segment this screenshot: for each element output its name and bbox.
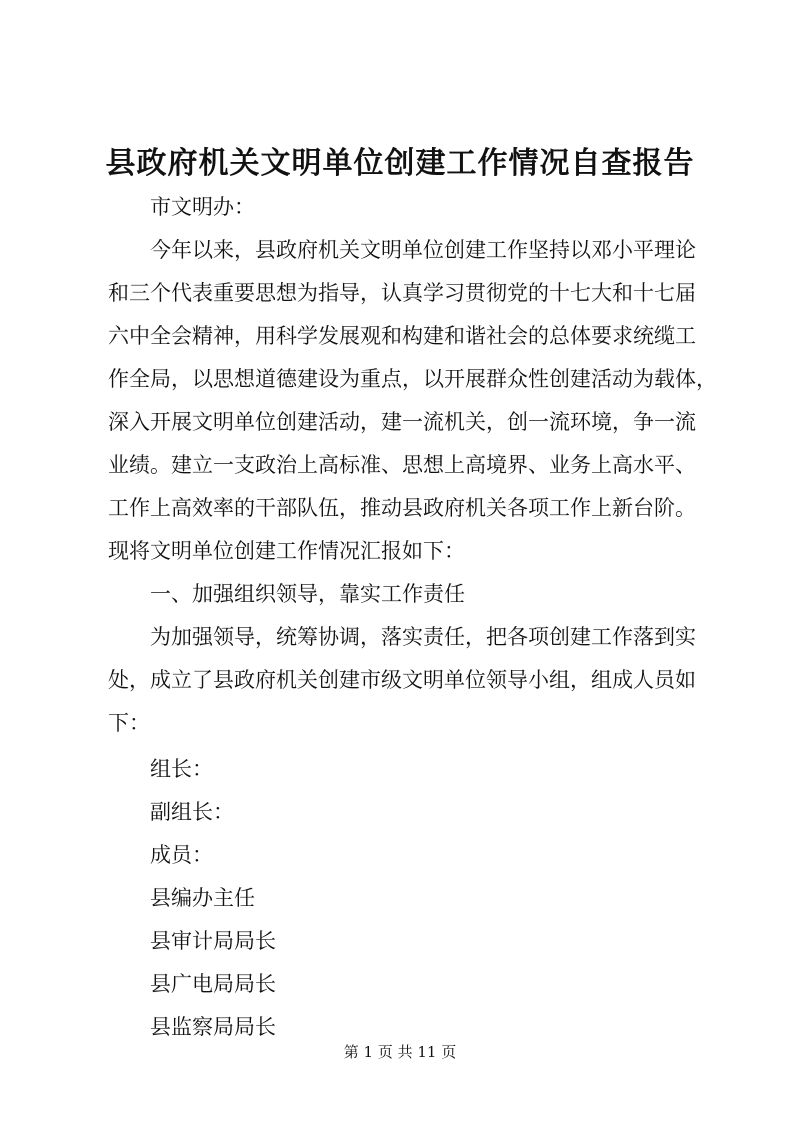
- section-line: 处，成立了县政府机关创建市级文明单位领导小组，组成人员如: [108, 668, 696, 692]
- recipient-text: 市文明办：: [150, 195, 255, 219]
- section-heading-text: 一、加强组织领导，靠实工作责任: [150, 582, 465, 606]
- member-role-deputy: 副组长：: [150, 800, 234, 824]
- section-paragraph: [108, 616, 708, 745]
- page-number: 第 1 页 共 11 页: [343, 1043, 457, 1061]
- section-line: 下：: [108, 711, 150, 735]
- member-item: 县监察局局长: [150, 1015, 276, 1039]
- member-role-leader: 组长：: [150, 757, 213, 781]
- intro-line: 和三个代表重要思想为指导，认真学习贯彻党的十七大和十七届: [108, 281, 696, 305]
- recipient-line: [108, 186, 708, 229]
- document-body: [108, 186, 717, 1049]
- intro-line: 深入开展文明单位创建活动，建一流机关，创一流环境，争一流: [108, 410, 696, 434]
- member-role-members: 成员：: [150, 843, 213, 867]
- intro-line: 现将文明单位创建工作情况汇报如下：: [108, 539, 465, 563]
- document-title: 县政府机关文明单位创建工作情况自查报告: [105, 146, 695, 181]
- intro-line: 工作上高效率的干部队伍，推动县政府机关各项工作上新台阶。: [108, 496, 696, 520]
- member-item: 县编办主任: [150, 886, 255, 910]
- intro-line: 作全局，以思想道德建设为重点，以开展群众性创建活动为载体，: [108, 367, 717, 391]
- page-footer: [0, 1042, 800, 1062]
- intro-paragraph: [108, 229, 717, 573]
- member-list: [108, 748, 708, 1049]
- intro-line: 今年以来，县政府机关文明单位创建工作坚持以邓小平理论: [150, 238, 696, 262]
- intro-line: 业绩。建立一支政治上高标准、思想上高境界、业务上高水平、: [108, 453, 696, 477]
- member-item: 县广电局局长: [150, 972, 276, 996]
- section-line: 为加强领导，统筹协调，落实责任，把各项创建工作落到实: [150, 625, 696, 649]
- section-heading: [108, 573, 708, 616]
- member-item: 县审计局局长: [150, 929, 276, 953]
- intro-line: 六中全会精神，用科学发展观和构建和谐社会的总体要求统缆工: [108, 324, 696, 348]
